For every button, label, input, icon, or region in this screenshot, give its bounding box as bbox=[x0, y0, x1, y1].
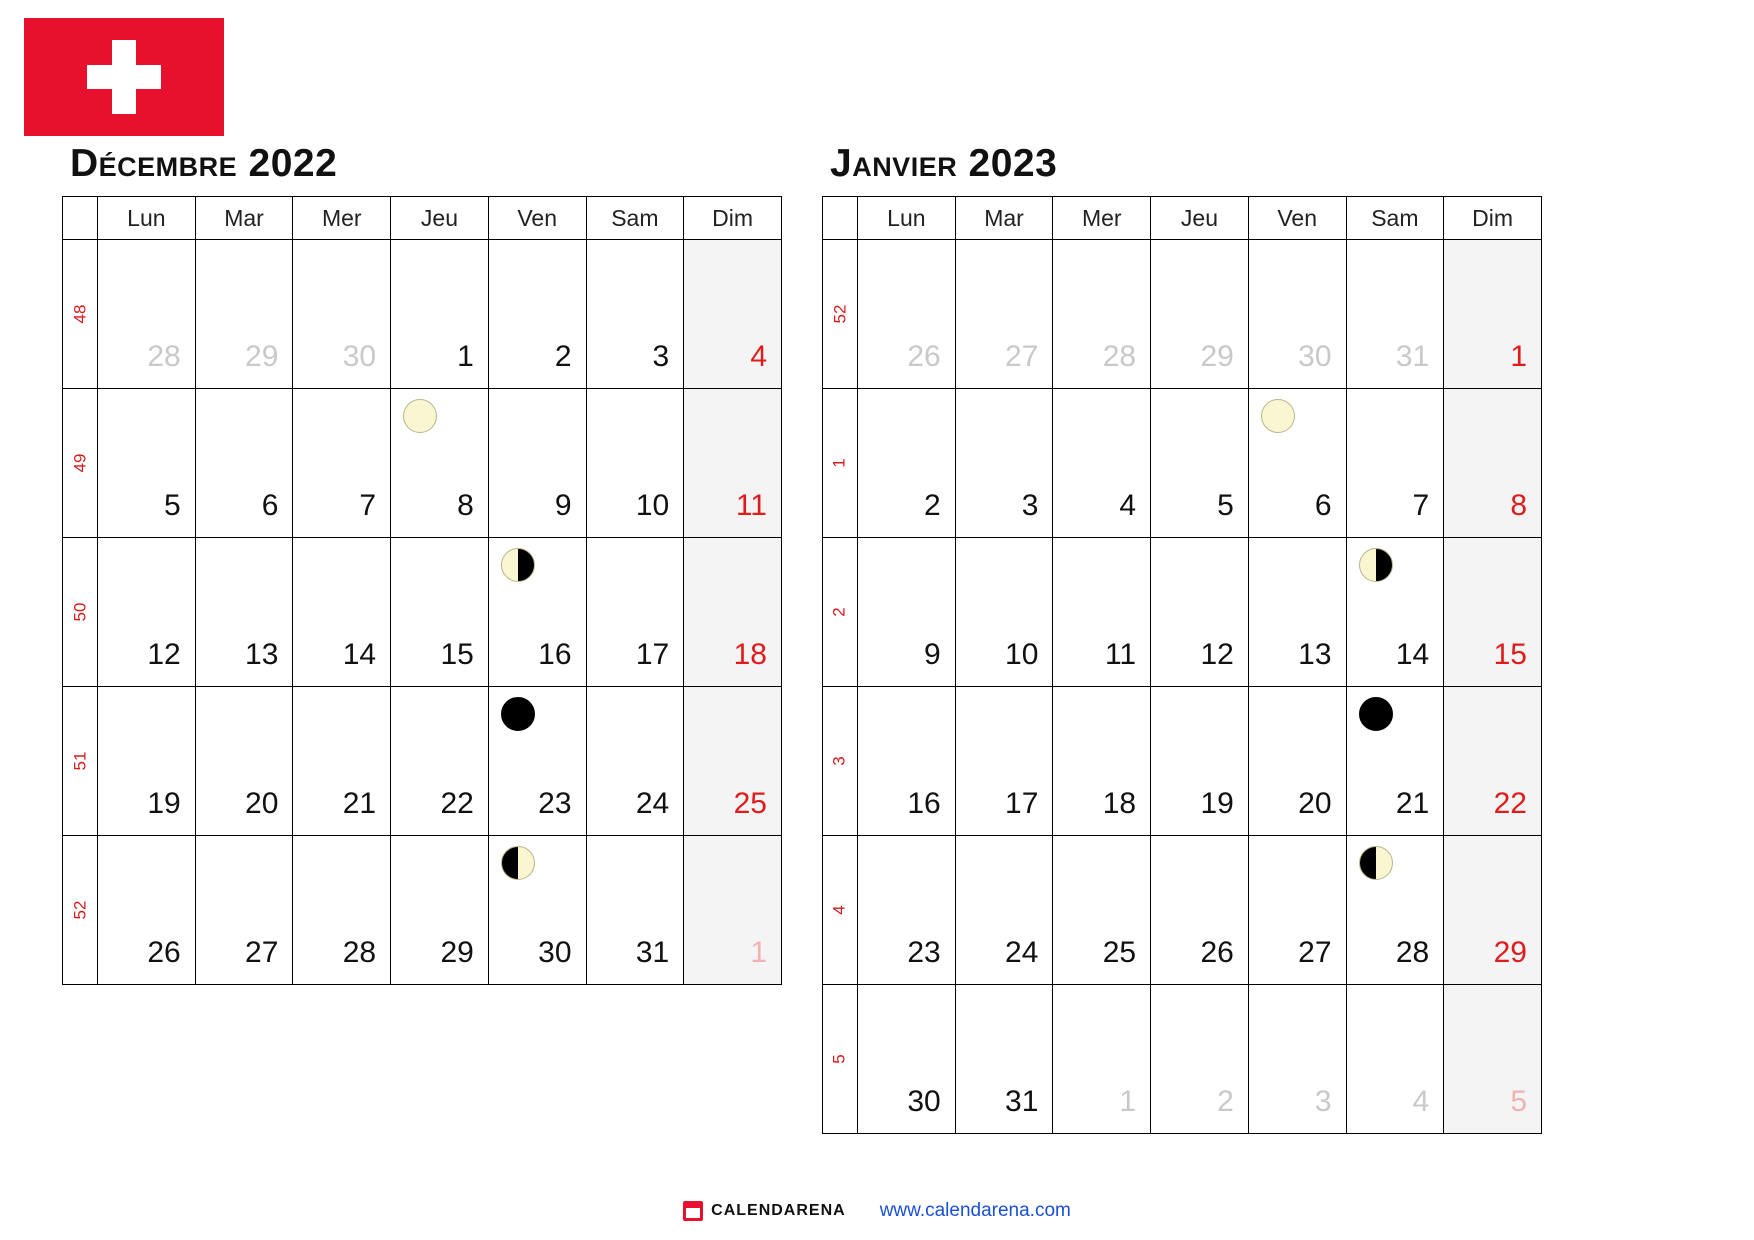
day-cell[interactable] bbox=[391, 836, 489, 985]
week-number-header bbox=[63, 197, 98, 240]
day-cell[interactable] bbox=[1248, 538, 1346, 687]
day-cell[interactable] bbox=[293, 538, 391, 687]
day-number: 28 bbox=[1395, 936, 1430, 969]
day-number: 9 bbox=[554, 489, 572, 522]
day-number: 28 bbox=[1102, 340, 1137, 373]
day-cell[interactable] bbox=[195, 538, 293, 687]
day-number: 23 bbox=[907, 936, 941, 969]
day-number: 24 bbox=[635, 787, 670, 820]
day-cell[interactable] bbox=[858, 687, 956, 836]
day-cell[interactable] bbox=[684, 836, 782, 985]
week-number bbox=[63, 836, 98, 985]
day-cell[interactable] bbox=[586, 240, 684, 389]
day-cell[interactable] bbox=[1346, 389, 1444, 538]
day-cell[interactable] bbox=[1444, 389, 1542, 538]
day-number: 4 bbox=[750, 340, 767, 373]
website-link[interactable]: www.calendarena.com bbox=[879, 1200, 1071, 1221]
weekday-header-row bbox=[63, 197, 782, 240]
day-number: 12 bbox=[1200, 638, 1234, 671]
day-cell[interactable] bbox=[586, 687, 684, 836]
week-row bbox=[63, 240, 782, 389]
week-row bbox=[823, 389, 1542, 538]
day-cell[interactable] bbox=[684, 389, 782, 538]
weekday-lun: Lun bbox=[98, 197, 196, 240]
week-row bbox=[63, 538, 782, 687]
day-number: 28 bbox=[147, 340, 181, 373]
day-number: 25 bbox=[1102, 936, 1137, 969]
day-cell[interactable] bbox=[488, 389, 586, 538]
day-cell[interactable] bbox=[1248, 836, 1346, 985]
day-cell[interactable] bbox=[195, 836, 293, 985]
day-cell[interactable] bbox=[955, 687, 1053, 836]
day-cell[interactable] bbox=[955, 240, 1053, 389]
day-number: 26 bbox=[147, 936, 181, 969]
day-cell[interactable] bbox=[488, 538, 586, 687]
week-row bbox=[63, 687, 782, 836]
day-cell[interactable] bbox=[684, 240, 782, 389]
month-title: Décembre 2022 bbox=[70, 142, 338, 185]
weekday-jeu: Jeu bbox=[1151, 197, 1249, 240]
day-cell[interactable] bbox=[955, 836, 1053, 985]
day-cell[interactable] bbox=[1151, 538, 1249, 687]
day-cell[interactable] bbox=[858, 538, 956, 687]
day-cell[interactable] bbox=[391, 687, 489, 836]
day-number: 19 bbox=[1200, 787, 1234, 820]
week-number-label: 50 bbox=[69, 602, 89, 622]
day-number: 6 bbox=[1314, 489, 1332, 522]
week-number bbox=[63, 240, 98, 389]
day-number: 21 bbox=[342, 787, 377, 820]
day-number: 2 bbox=[554, 340, 572, 373]
day-number: 29 bbox=[440, 936, 474, 969]
day-cell[interactable] bbox=[858, 240, 956, 389]
day-cell[interactable] bbox=[1151, 389, 1249, 538]
day-cell[interactable] bbox=[1151, 240, 1249, 389]
day-cell[interactable] bbox=[1053, 836, 1151, 985]
week-number-label: 5 bbox=[830, 1054, 849, 1064]
moon-phase-first-icon bbox=[501, 846, 535, 880]
day-cell[interactable] bbox=[488, 836, 586, 985]
flag-cross-horizontal bbox=[87, 65, 161, 89]
day-number: 8 bbox=[1510, 489, 1527, 522]
day-cell[interactable] bbox=[488, 687, 586, 836]
month-title: Janvier 2023 bbox=[830, 142, 1058, 185]
day-number: 7 bbox=[359, 489, 377, 522]
day-number: 3 bbox=[1314, 1085, 1332, 1118]
week-number bbox=[823, 389, 858, 538]
day-cell[interactable] bbox=[1151, 985, 1249, 1134]
day-cell[interactable] bbox=[1444, 687, 1542, 836]
weekday-mer: Mer bbox=[293, 197, 391, 240]
day-number: 3 bbox=[1021, 489, 1039, 522]
week-row bbox=[63, 389, 782, 538]
day-cell[interactable] bbox=[1053, 240, 1151, 389]
day-cell[interactable] bbox=[293, 389, 391, 538]
calendar-grid bbox=[62, 196, 782, 985]
week-number bbox=[823, 836, 858, 985]
day-number: 29 bbox=[245, 340, 279, 373]
weekday-ven: Ven bbox=[488, 197, 586, 240]
day-number: 16 bbox=[538, 638, 572, 671]
day-cell[interactable] bbox=[98, 389, 196, 538]
day-number: 1 bbox=[1510, 340, 1527, 373]
day-number: 28 bbox=[342, 936, 377, 969]
day-number: 15 bbox=[1493, 638, 1527, 671]
day-number: 15 bbox=[440, 638, 474, 671]
week-number bbox=[63, 538, 98, 687]
brand bbox=[683, 1201, 846, 1221]
day-number: 5 bbox=[1217, 489, 1234, 522]
weekday-sam: Sam bbox=[586, 197, 684, 240]
day-cell[interactable] bbox=[1248, 389, 1346, 538]
day-cell[interactable] bbox=[858, 836, 956, 985]
day-cell[interactable] bbox=[1346, 687, 1444, 836]
day-number: 29 bbox=[1493, 936, 1527, 969]
day-number: 22 bbox=[1493, 787, 1527, 820]
day-number: 27 bbox=[245, 936, 279, 969]
day-cell[interactable] bbox=[488, 240, 586, 389]
weekday-lun: Lun bbox=[858, 197, 956, 240]
day-cell[interactable] bbox=[98, 240, 196, 389]
day-cell[interactable] bbox=[1444, 240, 1542, 389]
moon-phase-full-icon bbox=[403, 399, 437, 433]
day-cell[interactable] bbox=[1346, 985, 1444, 1134]
footer bbox=[0, 1200, 1754, 1222]
day-cell[interactable] bbox=[1151, 687, 1249, 836]
week-number bbox=[823, 240, 858, 389]
weekday-sam: Sam bbox=[1346, 197, 1444, 240]
day-cell[interactable] bbox=[858, 389, 956, 538]
day-cell[interactable] bbox=[1248, 985, 1346, 1134]
day-cell[interactable] bbox=[1346, 538, 1444, 687]
day-cell[interactable] bbox=[1444, 538, 1542, 687]
week-row bbox=[823, 538, 1542, 687]
week-number-label: 51 bbox=[69, 751, 89, 771]
week-row bbox=[63, 836, 782, 985]
day-cell[interactable] bbox=[391, 389, 489, 538]
day-number: 17 bbox=[1005, 787, 1039, 820]
moon-phase-new-icon bbox=[501, 697, 535, 731]
day-number: 1 bbox=[457, 340, 474, 373]
day-number: 1 bbox=[750, 936, 767, 969]
week-number-label: 4 bbox=[830, 905, 849, 915]
week-row bbox=[823, 687, 1542, 836]
week-number bbox=[823, 687, 858, 836]
day-cell[interactable] bbox=[195, 687, 293, 836]
day-cell[interactable] bbox=[955, 389, 1053, 538]
calendar-body-1 bbox=[823, 240, 1542, 1134]
day-number: 5 bbox=[1510, 1085, 1527, 1118]
calendar-body-0 bbox=[63, 240, 782, 985]
day-number: 14 bbox=[1395, 638, 1430, 671]
week-number-label: 52 bbox=[69, 900, 89, 920]
week-row bbox=[823, 985, 1542, 1134]
day-cell[interactable] bbox=[955, 538, 1053, 687]
day-number: 5 bbox=[164, 489, 181, 522]
day-cell[interactable] bbox=[858, 985, 956, 1134]
day-number: 11 bbox=[1104, 638, 1137, 671]
weekday-mer: Mer bbox=[1053, 197, 1151, 240]
day-number: 17 bbox=[635, 638, 670, 671]
day-cell[interactable] bbox=[1248, 240, 1346, 389]
week-row bbox=[823, 836, 1542, 985]
day-cell[interactable] bbox=[195, 240, 293, 389]
day-number: 10 bbox=[635, 489, 670, 522]
day-cell[interactable] bbox=[293, 240, 391, 389]
week-row bbox=[823, 240, 1542, 389]
day-cell[interactable] bbox=[391, 240, 489, 389]
day-number: 2 bbox=[1217, 1085, 1234, 1118]
day-number: 26 bbox=[907, 340, 941, 373]
day-number: 16 bbox=[907, 787, 941, 820]
day-number: 27 bbox=[1005, 340, 1039, 373]
day-cell[interactable] bbox=[1053, 985, 1151, 1134]
day-number: 31 bbox=[1395, 340, 1430, 373]
day-number: 4 bbox=[1412, 1085, 1430, 1118]
day-number: 29 bbox=[1200, 340, 1234, 373]
week-number bbox=[823, 985, 858, 1134]
day-number: 21 bbox=[1395, 787, 1430, 820]
day-number: 20 bbox=[245, 787, 279, 820]
day-number: 10 bbox=[1005, 638, 1039, 671]
weekday-jeu: Jeu bbox=[391, 197, 489, 240]
day-cell[interactable] bbox=[684, 538, 782, 687]
weekday-mar: Mar bbox=[195, 197, 293, 240]
day-cell[interactable] bbox=[293, 687, 391, 836]
week-number bbox=[63, 389, 98, 538]
day-number: 13 bbox=[245, 638, 279, 671]
day-number: 12 bbox=[147, 638, 181, 671]
swiss-flag-icon bbox=[24, 18, 224, 136]
day-cell[interactable] bbox=[1444, 836, 1542, 985]
day-number: 26 bbox=[1200, 936, 1234, 969]
day-cell[interactable] bbox=[684, 687, 782, 836]
day-number: 30 bbox=[1298, 340, 1332, 373]
day-number: 30 bbox=[342, 340, 377, 373]
day-cell[interactable] bbox=[1053, 687, 1151, 836]
day-cell[interactable] bbox=[195, 389, 293, 538]
day-cell[interactable] bbox=[293, 836, 391, 985]
day-number: 19 bbox=[147, 787, 181, 820]
week-number-label: 2 bbox=[830, 607, 849, 617]
weekday-dim: Dim bbox=[684, 197, 782, 240]
day-number: 1 bbox=[1119, 1085, 1137, 1118]
week-number-label: 52 bbox=[829, 304, 849, 324]
day-number: 2 bbox=[924, 489, 941, 522]
day-number: 14 bbox=[342, 638, 377, 671]
day-number: 30 bbox=[907, 1085, 941, 1118]
day-number: 30 bbox=[538, 936, 572, 969]
day-number: 24 bbox=[1005, 936, 1039, 969]
week-number-label: 3 bbox=[830, 756, 849, 766]
day-number: 9 bbox=[924, 638, 941, 671]
weekday-header-row bbox=[823, 197, 1542, 240]
calendar-december bbox=[62, 140, 782, 985]
day-cell[interactable] bbox=[1053, 389, 1151, 538]
day-cell[interactable] bbox=[1444, 985, 1542, 1134]
day-cell[interactable] bbox=[586, 538, 684, 687]
weekday-ven: Ven bbox=[1248, 197, 1346, 240]
calendar-grid bbox=[822, 196, 1542, 1134]
calendar-icon bbox=[683, 1201, 703, 1221]
week-number bbox=[63, 687, 98, 836]
day-cell[interactable] bbox=[98, 836, 196, 985]
week-number-label: 49 bbox=[69, 453, 89, 473]
day-number: 18 bbox=[1102, 787, 1137, 820]
moon-phase-first-icon bbox=[1359, 846, 1393, 880]
day-cell[interactable] bbox=[1151, 836, 1249, 985]
day-number: 4 bbox=[1119, 489, 1137, 522]
day-number: 18 bbox=[733, 638, 767, 671]
day-number: 8 bbox=[457, 489, 474, 522]
moon-phase-last-icon bbox=[501, 548, 535, 582]
day-number: 11 bbox=[735, 489, 767, 522]
day-number: 27 bbox=[1298, 936, 1332, 969]
day-number: 13 bbox=[1298, 638, 1332, 671]
day-number: 20 bbox=[1298, 787, 1332, 820]
day-cell[interactable] bbox=[1053, 538, 1151, 687]
day-number: 6 bbox=[261, 489, 279, 522]
day-number: 3 bbox=[652, 340, 670, 373]
brand-name: CALENDARENA bbox=[711, 1202, 846, 1219]
week-number bbox=[823, 538, 858, 687]
weekday-dim: Dim bbox=[1444, 197, 1542, 240]
day-cell[interactable] bbox=[955, 985, 1053, 1134]
day-number: 22 bbox=[440, 787, 474, 820]
day-cell[interactable] bbox=[391, 538, 489, 687]
day-cell[interactable] bbox=[586, 836, 684, 985]
day-cell[interactable] bbox=[98, 687, 196, 836]
day-number: 31 bbox=[635, 936, 670, 969]
day-cell[interactable] bbox=[586, 389, 684, 538]
day-cell[interactable] bbox=[1346, 836, 1444, 985]
week-number-label: 48 bbox=[69, 304, 89, 324]
week-number-label: 1 bbox=[830, 458, 849, 468]
moon-phase-last-icon bbox=[1359, 548, 1393, 582]
week-number-header bbox=[823, 197, 858, 240]
moon-phase-full-icon bbox=[1261, 399, 1295, 433]
day-number: 31 bbox=[1005, 1085, 1039, 1118]
weekday-mar: Mar bbox=[955, 197, 1053, 240]
day-cell[interactable] bbox=[98, 538, 196, 687]
day-cell[interactable] bbox=[1346, 240, 1444, 389]
day-number: 23 bbox=[538, 787, 572, 820]
day-number: 7 bbox=[1412, 489, 1430, 522]
calendar-january bbox=[822, 140, 1542, 1134]
day-number: 25 bbox=[733, 787, 767, 820]
moon-phase-new-icon bbox=[1359, 697, 1393, 731]
day-cell[interactable] bbox=[1248, 687, 1346, 836]
